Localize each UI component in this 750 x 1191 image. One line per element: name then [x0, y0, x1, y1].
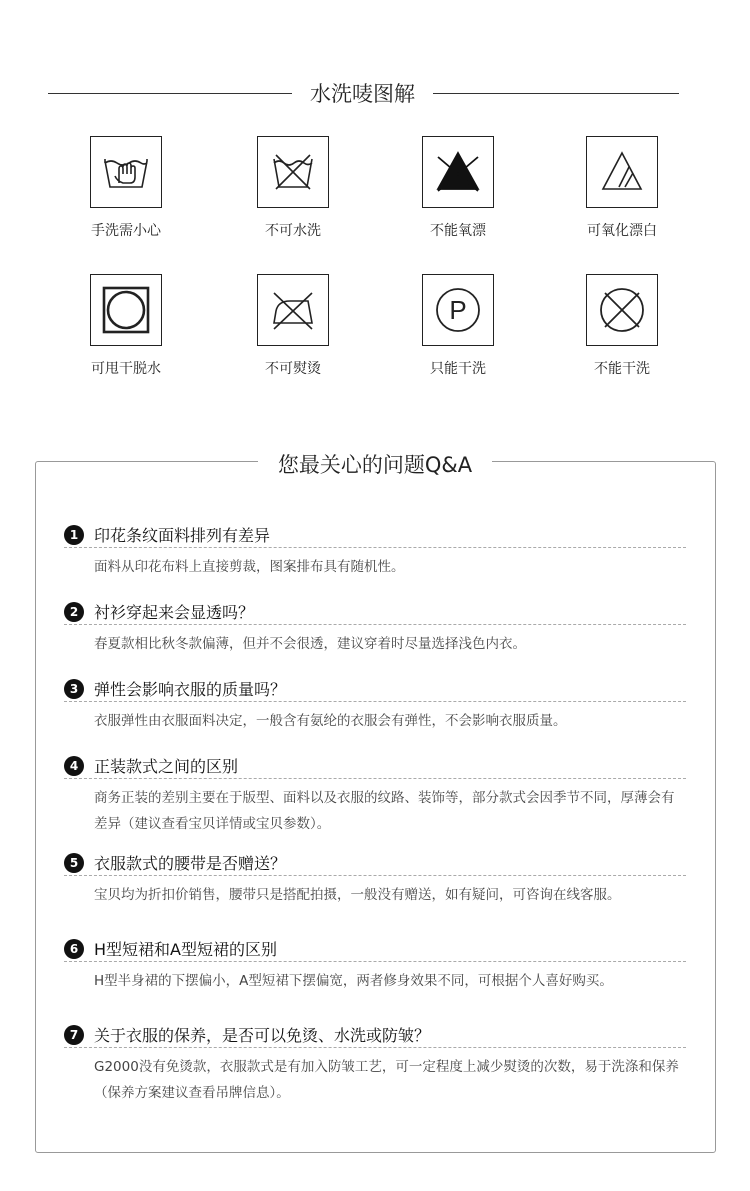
- number-badge: 4: [64, 756, 84, 776]
- care-label: 可甩干脱水: [91, 361, 161, 377]
- title-divider-left: [48, 93, 292, 94]
- qa-item: [64, 522, 686, 580]
- no-iron-icon: [257, 274, 329, 346]
- no-wash-icon: [257, 136, 329, 208]
- number-badge: 3: [64, 679, 84, 699]
- qa-item: [64, 936, 686, 994]
- qa-question-row: [64, 850, 686, 876]
- title-divider-right: [433, 93, 679, 94]
- qa-question: 正装款式之间的区别: [94, 757, 239, 776]
- care-section-title: 水洗唛图解: [310, 82, 415, 106]
- number-badge: 7: [64, 1025, 84, 1045]
- qa-question-row: [64, 936, 686, 962]
- care-item-no-dry-clean: [540, 274, 704, 378]
- qa-question: 印花条纹面料排列有差异: [94, 526, 271, 545]
- qa-question: 关于衣服的保养，是否可以免烫、水洗或防皱？: [94, 1026, 431, 1045]
- qa-question-row: [64, 522, 686, 548]
- qa-question-row: [64, 753, 686, 779]
- qa-question: 衬衫穿起来会显透吗？: [94, 603, 255, 622]
- number-badge: 1: [64, 525, 84, 545]
- care-item-oxygen-bleach: [540, 136, 704, 240]
- care-item-no-wash: [211, 136, 375, 240]
- qa-section-title-row: [0, 449, 750, 479]
- qa-question: 衣服款式的腰带是否赠送？: [94, 854, 287, 873]
- number-badge: 6: [64, 939, 84, 959]
- qa-section-title: 您最关心的问题Q&A: [258, 449, 492, 479]
- care-item-dry-clean: [376, 274, 540, 378]
- no-dry-clean-icon: [586, 274, 658, 346]
- number-badge: 2: [64, 602, 84, 622]
- care-section-title-row: [0, 78, 750, 108]
- qa-question-row: [64, 599, 686, 625]
- hand-wash-icon: [90, 136, 162, 208]
- qa-question-row: [64, 676, 686, 702]
- qa-item: [64, 850, 686, 908]
- care-label: 不能干洗: [594, 361, 650, 377]
- qa-question: H型短裙和A型短裙的区别: [94, 940, 277, 959]
- care-item-hand-wash: [44, 136, 208, 240]
- tumble-dry-icon: [90, 274, 162, 346]
- care-label: 不能氧漂: [430, 223, 486, 239]
- qa-answer: 面料从印花布料上直接剪裁，图案排布具有随机性。: [94, 559, 405, 575]
- no-bleach-icon: [422, 136, 494, 208]
- qa-answer: 宝贝均为折扣价销售，腰带只是搭配拍摄，一般没有赠送，如有疑问，可咨询在线客服。: [94, 887, 621, 903]
- care-item-tumble-dry: [44, 274, 208, 378]
- number-badge: 5: [64, 853, 84, 873]
- qa-answer: 春夏款相比秋冬款偏薄，但并不会很透，建议穿着时尽量选择浅色内衣。: [94, 636, 526, 652]
- care-item-no-iron: [211, 274, 375, 378]
- qa-item: [64, 1022, 686, 1106]
- svg-text:P: P: [449, 295, 467, 325]
- care-label: 不可水洗: [265, 223, 321, 239]
- care-label: 不可熨烫: [265, 361, 321, 377]
- qa-item: [64, 599, 686, 657]
- care-label: 只能干洗: [430, 361, 486, 377]
- oxygen-bleach-icon: [586, 136, 658, 208]
- care-label: 可氧化漂白: [587, 223, 657, 239]
- dry-clean-p-icon: [422, 274, 494, 346]
- care-item-no-bleach: [376, 136, 540, 240]
- qa-item: [64, 676, 686, 734]
- qa-question: 弹性会影响衣服的质量吗？: [94, 680, 287, 699]
- qa-answer: 衣服弹性由衣服面料决定，一般含有氨纶的衣服会有弹性，不会影响衣服质量。: [94, 713, 567, 729]
- qa-item: [64, 753, 686, 837]
- qa-answer: H型半身裙的下摆偏小，A型短裙下摆偏宽，两者修身效果不同，可根据个人喜好购买。: [94, 973, 613, 989]
- qa-answer: G2000没有免烫款，衣服款式是有加入防皱工艺，可一定程度上减少熨烫的次数，易于洗涤和保养（保养方案建议查看吊牌信息）。: [94, 1059, 679, 1101]
- care-label: 手洗需小心: [91, 223, 161, 239]
- qa-answer: 商务正装的差别主要在于版型、面料以及衣服的纹路、装饰等，部分款式会因季节不同，厚薄会有差异（建议查看宝贝详情或宝贝参数）。: [94, 790, 675, 832]
- qa-question-row: [64, 1022, 686, 1048]
